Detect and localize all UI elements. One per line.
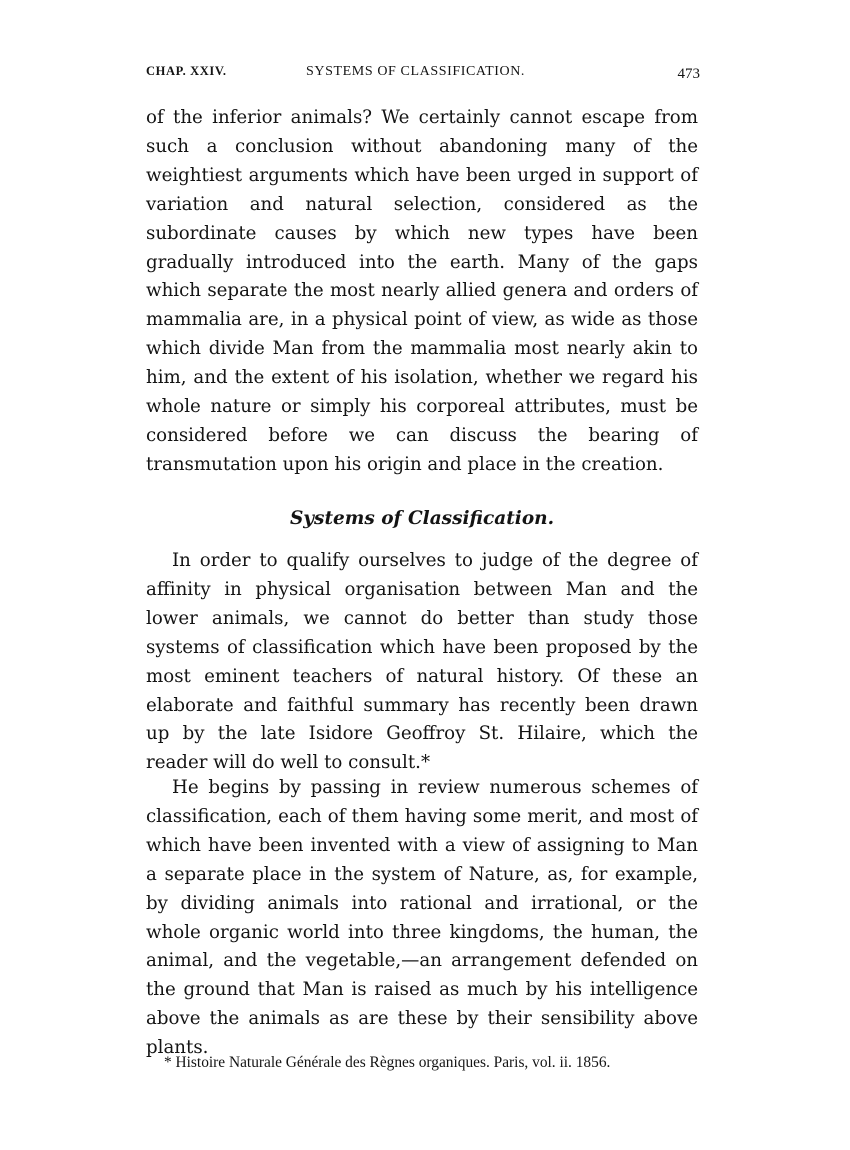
paragraph-affinity: In order to qualify ourselves to judge of the degree of affinity in physical organisation between Man and the lower animals, we cannot do better than study those systems of classification which have been proposed by the most eminent teachers of natural history. Of these an elaborate and faithful summary has recently been drawn up by the late Isidore Geoffroy St. Hilaire, which the reader will do well to consult.* bbox=[146, 550, 698, 774]
page-number: 473 bbox=[677, 66, 700, 82]
chapter-label: CHAP. XXIV. bbox=[146, 64, 227, 78]
running-head bbox=[146, 64, 700, 86]
footnote: * Histoire Naturale Générale des Règnes organiques. Paris, vol. ii. 1856. bbox=[164, 1054, 611, 1071]
section-heading: Systems of Classification. bbox=[289, 508, 555, 529]
paragraph-schemes: He begins by passing in review numerous schemes of classification, each of them having some merit, and most of which have been invented with a view of assigning to Man a separate place in the system of Nature, as, for example, by dividing animals into rational and irrational, or the whole organic world into three kingdoms, the human, the animal, and the vegetable,—an arrangement defended on the ground that Man is raised as much by his intelligence above the animals as are these by their sensibility above plants. bbox=[146, 777, 698, 1059]
running-title: SYSTEMS OF CLASSIFICATION. bbox=[306, 64, 526, 79]
paragraph-continuation: of the inferior animals? We certainly cannot escape from such a conclusion without abandoning many of the weightiest arguments which have been urged in support of variation and natural selection, considered as the subordinate causes by which new types have been gradually introduced into the earth. Many of the gaps which separate the most nearly allied genera and orders of mammalia are, in a physical point of view, as wide as those which divide Man from the mammalia most nearly akin to him, and the extent of his isolation, whether we regard his whole nature or simply his corporeal attributes, must be considered before we can discuss the bearing of transmutation upon his origin and place in the creation. bbox=[146, 107, 698, 475]
